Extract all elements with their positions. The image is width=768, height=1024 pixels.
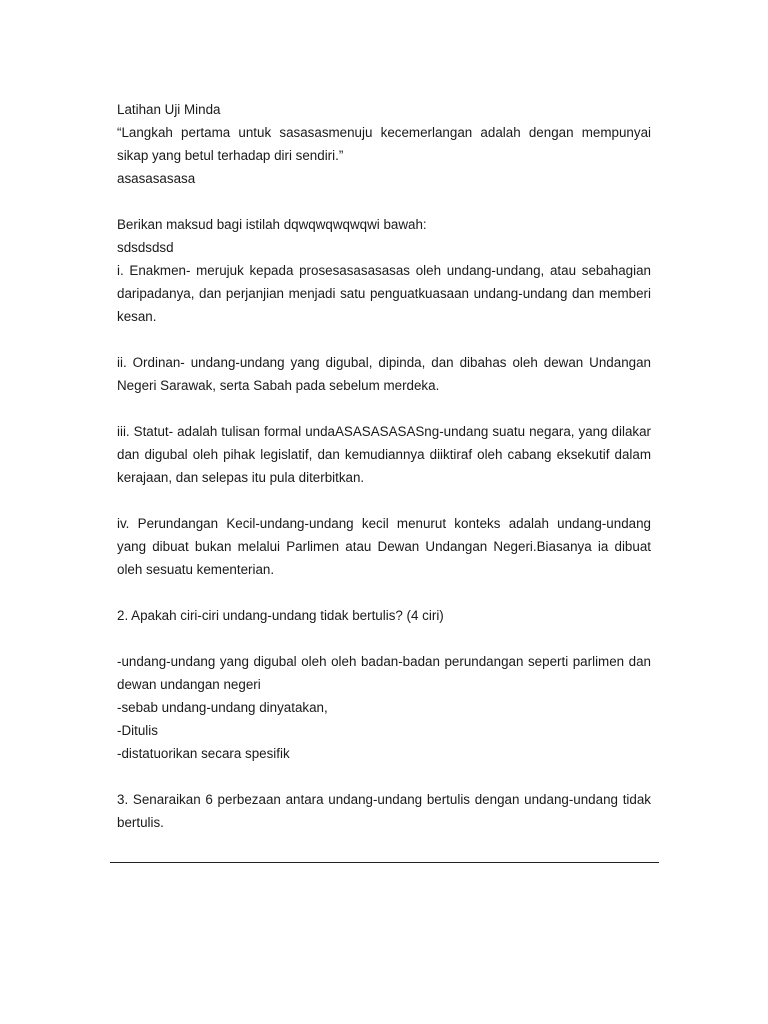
quote-paragraph: “Langkah pertama untuk sasasasmenuju kecemerlangan adalah dengan mempunyai sikap yang betul terhadap diri sendiri.” [117,125,651,163]
horizontal-rule [110,862,659,863]
spacer [117,190,651,213]
spacer [117,489,651,512]
definition-item-iv: iv. Perundangan Kecil-undang-undang kecil menurut konteks adalah undang-undang yang dibuat bukan melalui Parlimen atau Dewan Undangan Negeri.Biasanya ia dibuat oleh sesuatu kementerian. [117,516,651,577]
note-line-1: asasasasasa [117,171,196,186]
definition-item-iii: iii. Statut- adalah tulisan formal undaASASASASASng-undang suatu negara, yang dilakar dan digubal oleh pihak legislatif, dan kemudiannya diiktiraf oleh cabang eksekutif dalam kerajaan, dan selepas itu pula diterbitkan. [117,424,651,485]
question-2: 2. Apakah ciri-ciri undang-undang tidak bertulis? (4 ciri) [117,608,444,623]
document-page [117,98,651,834]
spacer [117,627,651,650]
document-title: Latihan Uji Minda [117,102,221,117]
spacer [117,581,651,604]
question-3: 3. Senaraikan 6 perbezaan antara undang-undang bertulis dengan undang-undang tidak bertulis. [117,792,651,830]
answer-2-point-3: -Ditulis [117,723,158,738]
instruction-line: Berikan maksud bagi istilah dqwqwqwqwqwi bawah: [117,217,427,232]
definition-item-ii: ii. Ordinan- undang-undang yang digubal, dipinda, dan dibahas oleh dewan Undangan Negeri Sarawak, serta Sabah pada sebelum merdeka. [117,355,651,393]
note-line-2: sdsdsdsd [117,240,174,255]
spacer [117,765,651,788]
answer-2-point-2: -sebab undang-undang dinyatakan, [117,700,328,715]
definition-item-i: i. Enakmen- merujuk kepada prosesasasasasas oleh undang-undang, atau sebahagian daripadanya, dan perjanjian menjadi satu penguatkuasaan undang-undang dan memberi kesan. [117,263,651,324]
answer-2-point-1: -undang-undang yang digubal oleh oleh badan-badan perundangan seperti parlimen dan dewan undangan negeri [117,654,651,692]
answer-2-point-4: -distatuorikan secara spesifik [117,746,290,761]
spacer [117,328,651,351]
spacer [117,397,651,420]
